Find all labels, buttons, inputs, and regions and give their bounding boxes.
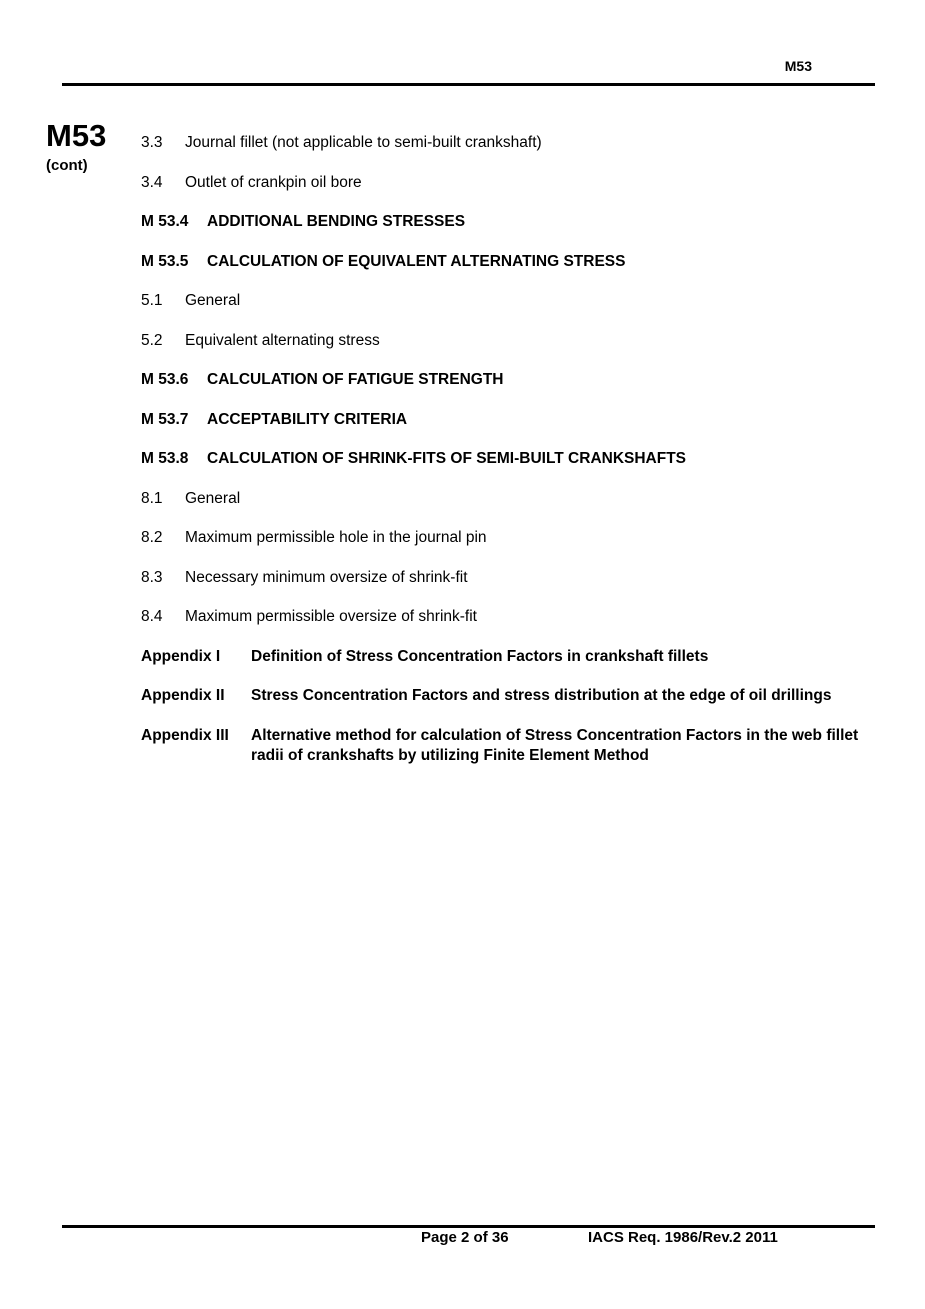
- toc-appendix-title: Definition of Stress Concentration Factors in crankshaft fillets: [251, 647, 709, 665]
- toc-item-number: 5.1: [141, 292, 163, 309]
- header-rule: [62, 83, 875, 86]
- toc-item-text: Necessary minimum oversize of shrink-fit: [185, 568, 468, 586]
- toc-section-title: CALCULATION OF EQUIVALENT ALTERNATING STRESS: [207, 252, 626, 270]
- toc-item-5-2: [141, 331, 861, 351]
- toc-item-number: 8.3: [141, 568, 163, 586]
- toc-item-text: Maximum permissible hole in the journal pin: [185, 529, 487, 546]
- toc-section-number: M 53.5: [141, 252, 189, 270]
- toc-section-number: M 53.8: [141, 450, 189, 467]
- footer-page-number: Page 2 of 36: [421, 1229, 509, 1246]
- toc-section-title: ADDITIONAL BENDING STRESSES: [207, 213, 466, 230]
- toc-appendix-title: Stress Concentration Factors and stress distribution at the edge of oil drillings: [251, 687, 832, 704]
- toc-appendix-label: Appendix II: [141, 687, 225, 704]
- toc-item-text: Maximum permissible oversize of shrink-fit: [185, 608, 477, 625]
- toc-item-8-3: [141, 568, 861, 588]
- toc-appendix-title: Alternative method for calculation of Stress Concentration Factors in the web fillet radii of crankshafts by utilizing Finite Element Method: [251, 726, 859, 764]
- toc-item-5-1: [141, 291, 861, 311]
- toc-appendix-i: [141, 647, 861, 667]
- toc-section-m53-4: [141, 212, 861, 232]
- toc-item-number: 3.4: [141, 173, 163, 191]
- toc-section-number: M 53.6: [141, 371, 189, 388]
- toc-item-3-3: [141, 133, 861, 153]
- toc-appendix-label: Appendix I: [141, 647, 221, 665]
- toc-item-8-1: [141, 489, 861, 509]
- toc-item-text: Journal fillet (not applicable to semi-built crankshaft): [185, 134, 542, 151]
- toc-item-text: Equivalent alternating stress: [185, 331, 380, 349]
- toc-section-number: M 53.4: [141, 213, 189, 230]
- toc-item-8-2: [141, 528, 861, 548]
- toc-item-text: General: [185, 292, 241, 309]
- toc-section-m53-5: [141, 252, 861, 272]
- footer-rule: [62, 1225, 875, 1228]
- toc-section-title: ACCEPTABILITY CRITERIA: [207, 410, 408, 428]
- toc-item-number: 3.3: [141, 134, 163, 151]
- toc-section-m53-6: [141, 370, 861, 390]
- toc-section-m53-8: [141, 449, 861, 469]
- header-document-code: M53: [784, 58, 812, 74]
- toc-appendix-ii: [141, 686, 861, 706]
- toc-item-3-4: [141, 173, 861, 193]
- toc-item-8-4: [141, 607, 861, 627]
- footer-reference: IACS Req. 1986/Rev.2 2011: [588, 1229, 778, 1246]
- toc-item-text: General: [185, 489, 241, 507]
- toc-section-m53-7: [141, 410, 861, 430]
- toc-item-number: 8.1: [141, 489, 163, 507]
- toc-section-title: CALCULATION OF SHRINK-FITS OF SEMI-BUILT CRANKSHAFTS: [207, 450, 687, 467]
- side-document-code: M53: [46, 118, 107, 153]
- toc-appendix-label: Appendix III: [141, 726, 229, 744]
- toc-item-number: 5.2: [141, 331, 163, 349]
- toc-item-number: 8.2: [141, 529, 163, 546]
- toc-section-title: CALCULATION OF FATIGUE STRENGTH: [207, 371, 504, 388]
- toc-item-number: 8.4: [141, 608, 163, 625]
- table-of-contents: [141, 133, 861, 785]
- toc-section-number: M 53.7: [141, 410, 189, 428]
- toc-item-text: Outlet of crankpin oil bore: [185, 173, 362, 191]
- side-cont-label: (cont): [46, 157, 88, 174]
- toc-appendix-iii: [141, 726, 861, 766]
